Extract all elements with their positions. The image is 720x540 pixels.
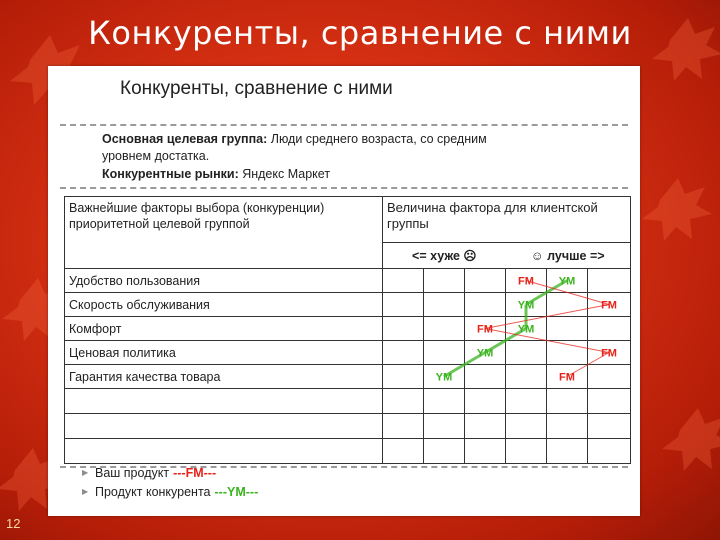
fm-marker: FM	[601, 299, 617, 312]
scale-worse: <= хуже ☹	[383, 243, 506, 269]
legend-our-product-label: Ваш продукт	[95, 465, 170, 480]
fm-connector-line	[485, 305, 609, 329]
legend-competitor	[82, 482, 258, 501]
comparison-overlay	[48, 66, 640, 516]
fm-marker: FM	[601, 347, 617, 360]
factor-cell: Скорость обслуживания	[65, 293, 383, 317]
factor-cell: Гарантия качества товара	[65, 365, 383, 389]
header-value: Величина фактора для клиентской группы	[383, 197, 631, 243]
target-group-label: Основная целевая группа:	[102, 132, 268, 146]
fm-marker: FM	[518, 275, 534, 288]
fm-marker: FM	[559, 371, 575, 384]
slide-title: Конкуренты, сравнение с ними	[88, 14, 632, 52]
markets-value: Яндекс Маркет	[238, 167, 331, 181]
legend-our-product	[82, 463, 258, 482]
legend	[82, 463, 258, 501]
scale-better: ☺ лучше =>	[506, 243, 631, 269]
ym-marker: YM	[517, 299, 535, 312]
header-factors: Важнейшие факторы выбора (конкуренции) приоритетной целевой группой	[65, 197, 383, 269]
fm-marker: FM	[477, 323, 493, 336]
panel-heading: Конкуренты, сравнение с ними	[120, 78, 393, 99]
ym-marker: YM	[435, 371, 453, 384]
legend-our-product-marker: ---FM---	[173, 465, 217, 480]
factor-cell: Ценовая политика	[65, 341, 383, 365]
legend-competitor-label: Продукт конкурента	[95, 484, 211, 499]
legend-competitor-marker: ---YM---	[214, 484, 259, 499]
slide-number: 12	[6, 516, 21, 531]
factor-cell: Удобство пользования	[65, 269, 383, 293]
ym-marker: YM	[517, 323, 535, 336]
factor-cell: Комфорт	[65, 317, 383, 341]
triangle-bullet-icon: ▶	[82, 487, 89, 496]
markets-label: Конкурентные рынки:	[102, 167, 239, 181]
ym-marker: YM	[558, 275, 576, 288]
target-group-value: Люди среднего возраста, со средним	[267, 132, 487, 146]
triangle-bullet-icon: ▶	[82, 468, 89, 477]
ym-marker: YM	[476, 347, 494, 360]
target-group-value-2: уровнем достатка.	[102, 149, 210, 163]
content-panel	[48, 66, 640, 516]
